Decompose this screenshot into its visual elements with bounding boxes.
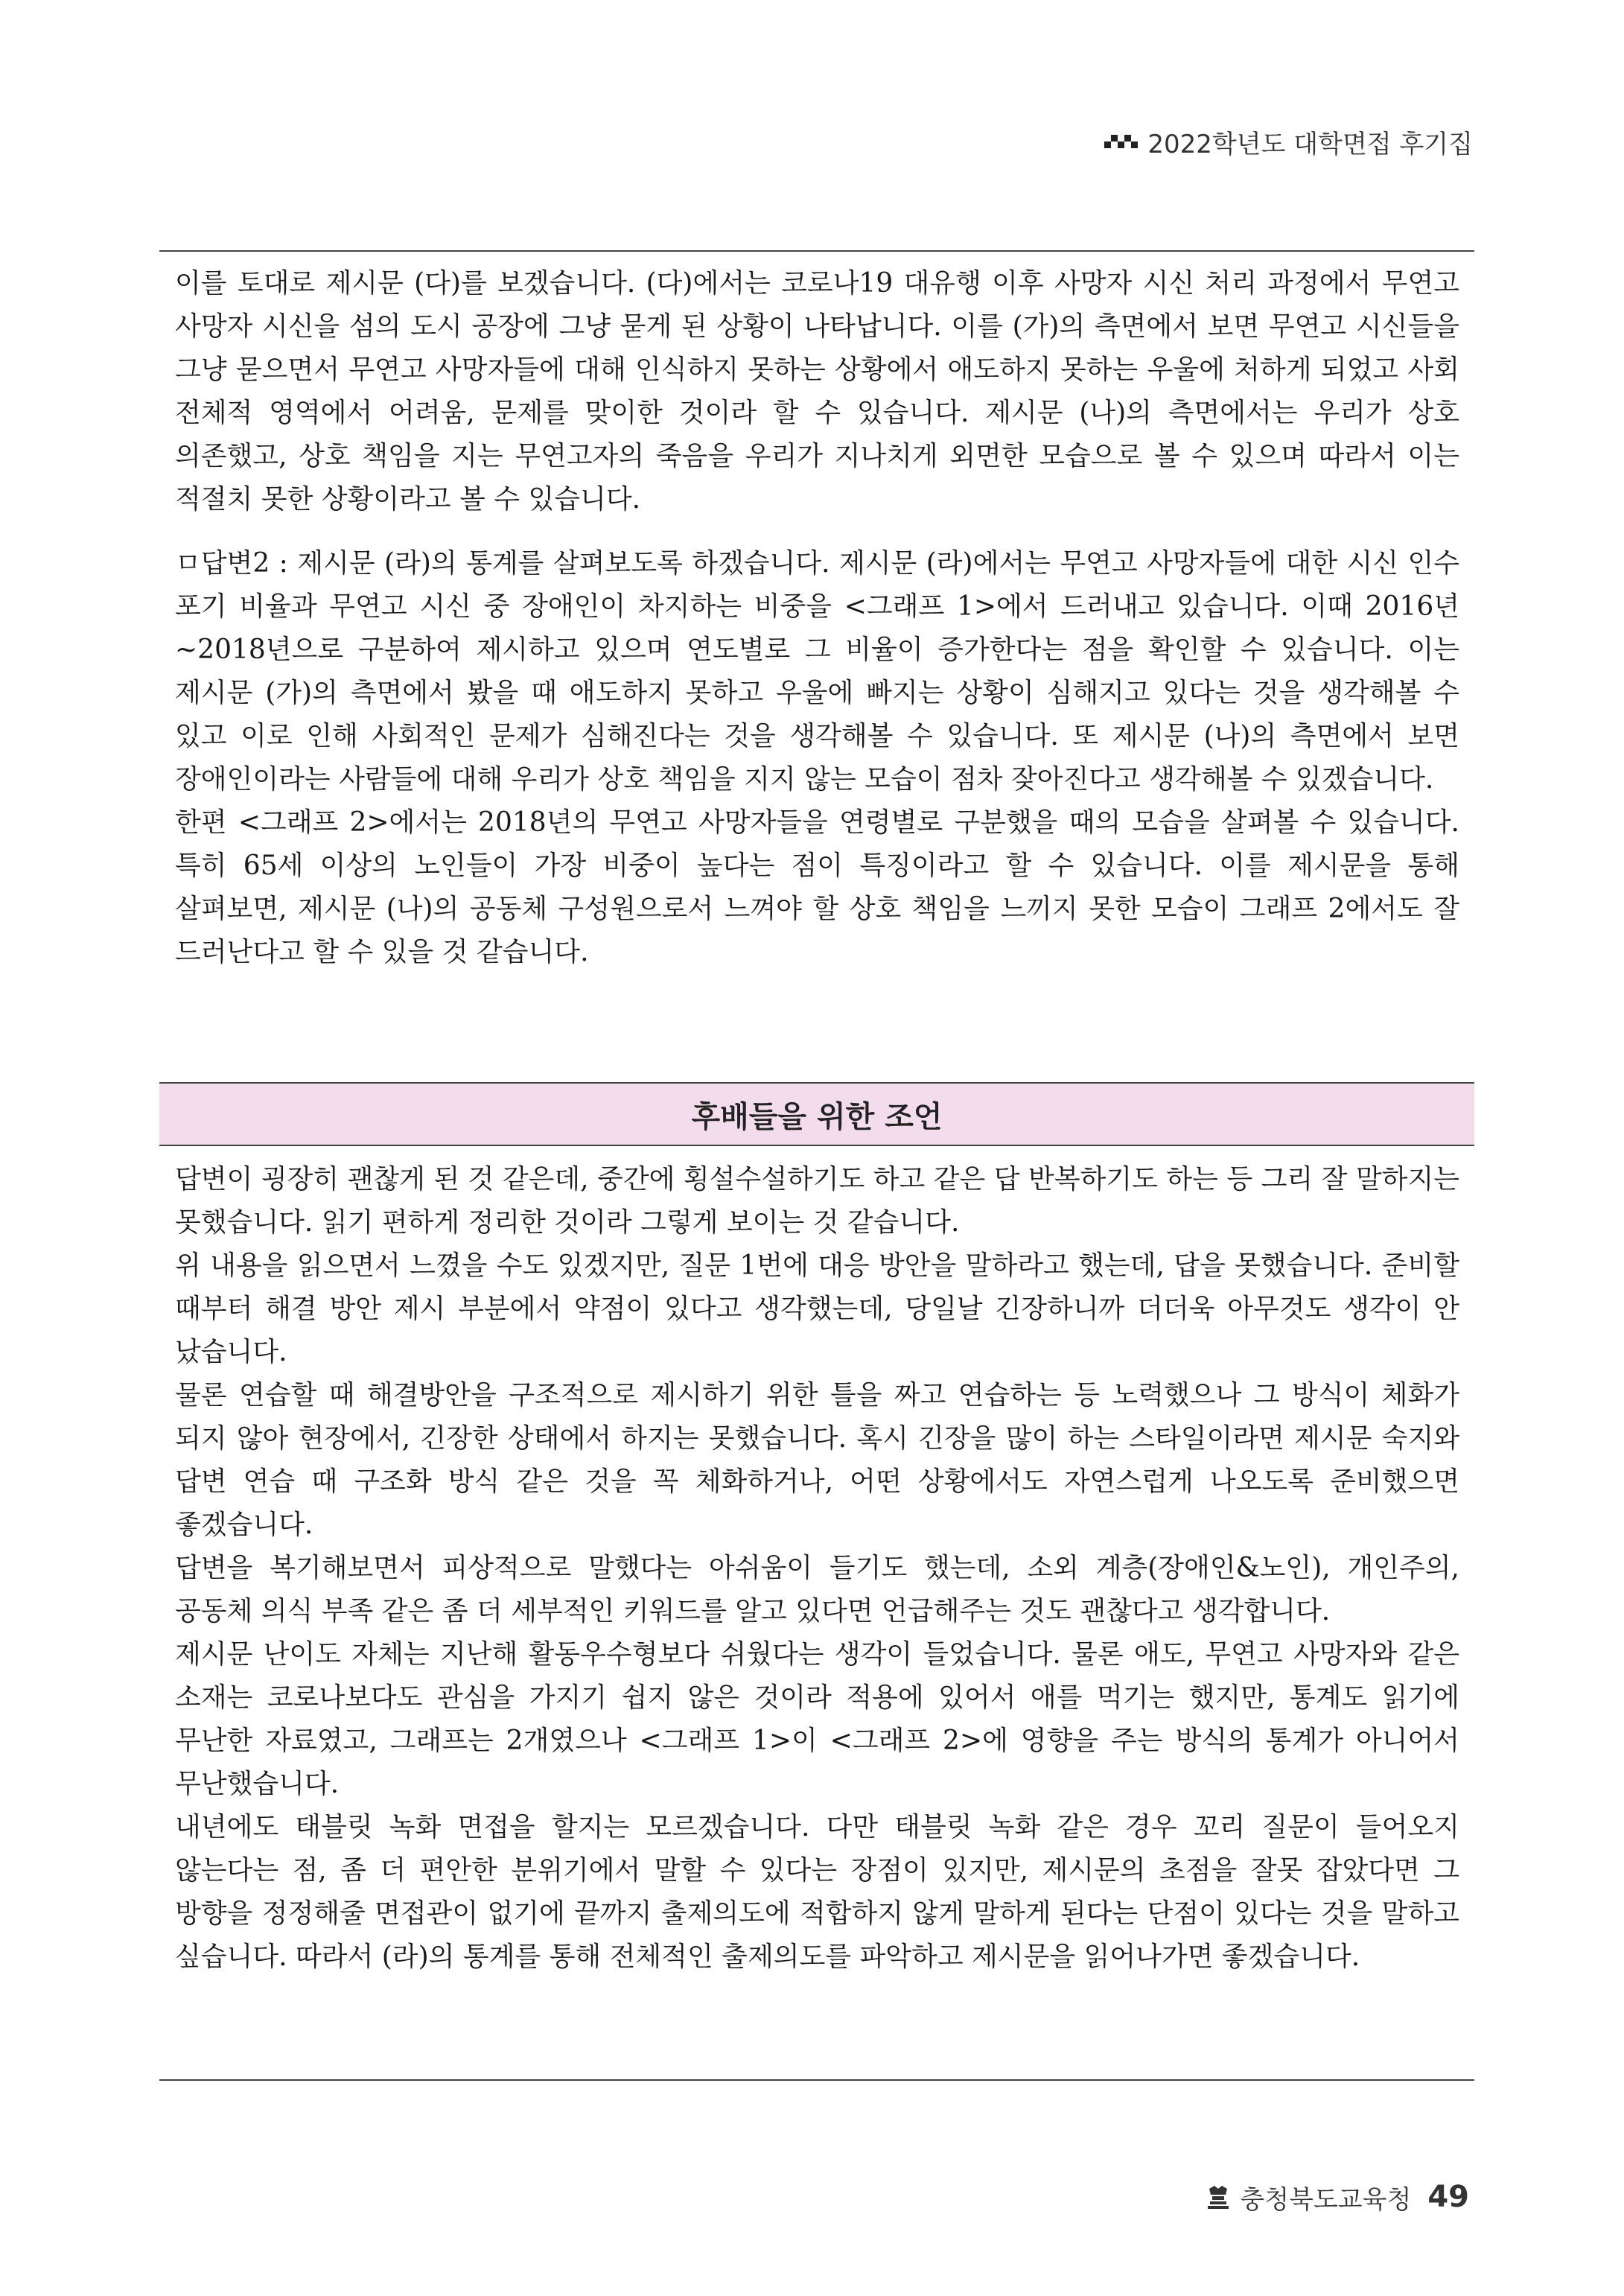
- advice-section-header: [159, 1082, 1474, 1146]
- advice-title: 후배들을 위한 조언: [691, 1099, 943, 1134]
- paragraph: 답변이 굉장히 괜찮게 된 것 같은데, 중간에 횡설수설하기도 하고 같은 답 반복하기도 하는 등 그리 잘 말하지는 못했습니다. 읽기 편하게 정리한 것이라 그렇게 보이는 것 같습니다.: [175, 1164, 1459, 1238]
- paragraph: ㅁ답변2 : 제시문 (라)의 통계를 살펴보도록 하겠습니다. 제시문 (라)에서는 무연고 사망자들에 대한 시신 인수 포기 비율과 무연고 시신 중 장애인이 차지하는 비중을 <그래프 1>에서 드러내고 있습니다. 이때 2016년~2018년으로 구분하여 제시하고 있으며 연도별로 그 비율이 증가한다는 점을 확인할 수 있습니다. 이는 제시문 (가)의 측면에서 봤을 때 애도하지 못하고 우울에 빠지는 상황이 심해지고 있다는 것을 생각해볼 수 있고 이로 인해 사회적인 문제가 심해진다는 것을 생각해볼 수 있습니다. 또 제시문 (나)의 측면에서 보면 장애인이라는 사람들에 대해 우리가 상호 책임을 지지 않는 모습이 점차 잦아진다고 생각해볼 수 있겠습니다.: [175, 548, 1459, 795]
- page-number: 49: [1427, 2180, 1469, 2214]
- paragraph: 내년에도 태블릿 녹화 면접을 할지는 모르겠습니다. 다만 태블릿 녹화 같은 경우 꼬리 질문이 들어오지 않는다는 점, 좀 더 편안한 분위기에서 말할 수 있다는 장점이 있지만, 제시문의 초점을 잘못 잡았다면 그 방향을 정정해줄 면접관이 없기에 끝까지 출제의도에 적합하지 않게 말하게 된다는 단점이 있다는 것을 말하고 싶습니다. 따라서 (라)의 통계를 통해 전체적인 출제의도를 파악하고 제시문을 읽어나가면 좋겠습니다.: [175, 1812, 1459, 1972]
- emblem-icon: [1206, 2184, 1231, 2210]
- top-rule: [159, 250, 1474, 252]
- paragraph: 물론 연습할 때 해결방안을 구조적으로 제시하기 위한 틀을 짜고 연습하는 등 노력했으나 그 방식이 체화가 되지 않아 현장에서, 긴장한 상태에서 하지는 못했습니다. 혹시 긴장을 많이 하는 스타일이라면 제시문 숙지와 답변 연습 때 구조화 방식 같은 것을 꼭 체화하거나, 어떤 상황에서도 자연스럽게 나오도록 준비했으면 좋겠습니다.: [175, 1380, 1459, 1540]
- paragraph: 이를 토대로 제시문 (다)를 보겠습니다. (다)에서는 코로나19 대유행 이후 사망자 시신 처리 과정에서 무연고 사망자 시신을 섬의 도시 공장에 그냥 묻게 된 상황이 나타납니다. 이를 (가)의 측면에서 보면 무연고 시신들을 그냥 묻으면서 무연고 사망자들에 대해 인식하지 못하는 상황에서 애도하지 못하는 우울에 처하게 되었고 사회 전체적 영역에서 어려움, 문제를 맞이한 것이라 할 수 있습니다. 제시문 (나)의 측면에서는 우리가 상호 의존했고, 상호 책임을 지는 무연고자의 죽음을 우리가 지나치게 외면한 모습으로 볼 수 있으며 따라서 이는 적절치 못한 상황이라고 볼 수 있습니다.: [175, 268, 1459, 515]
- paragraph: 답변을 복기해보면서 피상적으로 말했다는 아쉬움이 들기도 했는데, 소외 계층(장애인&노인), 개인주의, 공동체 의식 부족 같은 좀 더 세부적인 키워드를 알고 있다면 언급해주는 것도 괜찮다고 생각합니다.: [175, 1553, 1459, 1626]
- header-title: 2022학년도 대학면접 후기집: [1147, 129, 1473, 159]
- footer-org: 충청북도교육청: [1240, 2184, 1412, 2215]
- bottom-rule: [159, 2079, 1474, 2081]
- body-text: [175, 262, 1459, 974]
- paragraph: 위 내용을 읽으면서 느꼈을 수도 있겠지만, 질문 1번에 대응 방안을 말하라고 했는데, 답을 못했습니다. 준비할 때부터 해결 방안 제시 부분에서 약점이 있다고 생각했는데, 당일날 긴장하니까 더더욱 아무것도 생각이 안 났습니다.: [175, 1250, 1459, 1367]
- paragraph: 한편 <그래프 2>에서는 2018년의 무연고 사망자들을 연령별로 구분했을 때의 모습을 살펴볼 수 있습니다. 특히 65세 이상의 노인들이 가장 비중이 높다는 점이 특징이라고 할 수 있습니다. 이를 제시문을 통해 살펴보면, 제시문 (나)의 공동체 구성원으로서 느껴야 할 상호 책임을 느끼지 못한 모습이 그래프 2에서도 잘 드러난다고 할 수 있을 것 같습니다.: [175, 807, 1459, 967]
- running-header: [1104, 119, 1473, 164]
- advice-text: [175, 1158, 1459, 1979]
- page-footer: [1206, 2175, 1469, 2219]
- checker-mark-icon: [1104, 133, 1137, 150]
- paragraph: 제시문 난이도 자체는 지난해 활동우수형보다 쉬웠다는 생각이 들었습니다. 물론 애도, 무연고 사망자와 같은 소재는 코로나보다도 관심을 가지기 쉽지 않은 것이라 적용에 있어서 애를 먹기는 했지만, 통계도 읽기에 무난한 자료였고, 그래프는 2개였으나 <그래프 1>이 <그래프 2>에 영향을 주는 방식의 통계가 아니어서 무난했습니다.: [175, 1639, 1459, 1799]
